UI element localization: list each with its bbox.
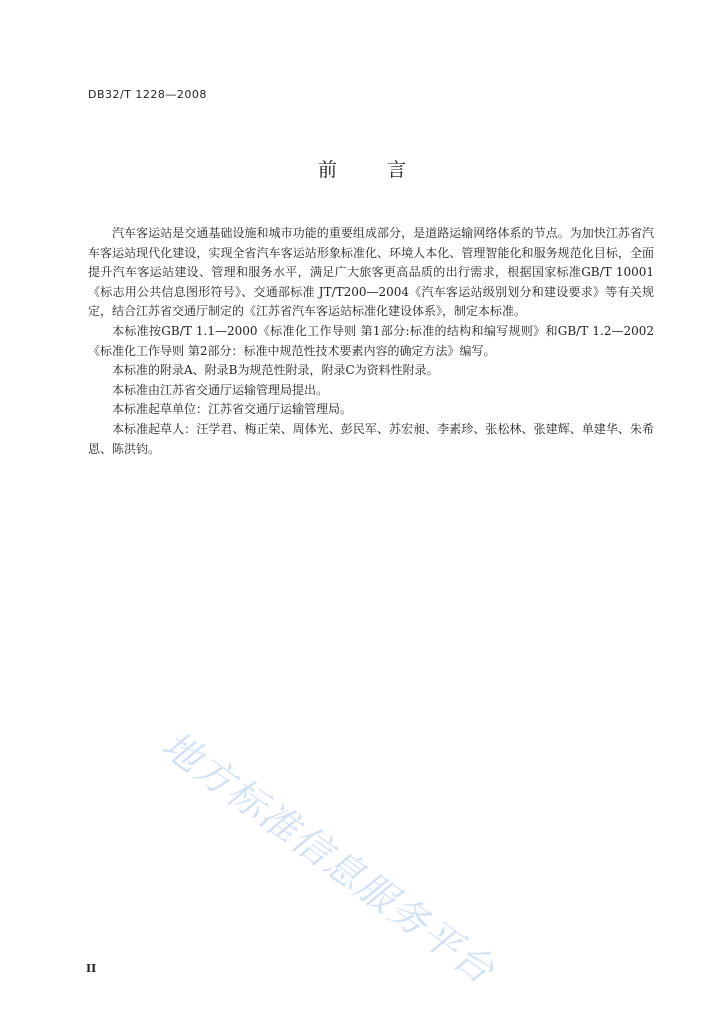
paragraph-appendix: 本标准的附录A、附录B为规范性附录，附录C为资料性附录。 <box>112 363 439 378</box>
document-code: DB32/T 1228—2008 <box>88 88 207 101</box>
watermark: 地方标准信息服务平台 <box>153 722 504 994</box>
page-number: II <box>86 962 97 975</box>
foreword-body <box>88 224 654 459</box>
paragraph-drafters: 本标准起草人：汪学君、梅正荣、周体光、彭民军、苏宏昶、李素珍、张松林、张建辉、单建华、朱希恩、陈洪钧。 <box>88 421 654 456</box>
paragraph-drafting-unit: 本标准起草单位：江苏省交通厅运输管理局。 <box>112 402 353 417</box>
paragraph-intro: 汽车客运站是交通基础设施和城市功能的重要组成部分，是道路运输网络体系的节点。为加快江苏省汽车客运站现代化建设，实现全省汽车客运站形象标准化、环境人本化、管理智能化和服务规范化目标，全面提升汽车客运站建设、管理和服务水平，满足广大旅客更高品质的出行需求，根据国家标准GB/T 10001《标志用公共信息图形符号》、交通部标准 JT/T200—2004《汽车客运站级别划分和建设要求》等有关规定，结合江苏省交通厅制定的《江苏省汽车客运站标准化建设体系》，制定本标准。 <box>88 226 654 319</box>
paragraph-drafting-rules: 本标准按GB/T 1.1—2000《标准化工作导则 第1部分:标准的结构和编写规则》和GB/T 1.2—2002《标准化工作导则 第2部分：标准中规范性技术要素内容的确定方法》编写。 <box>88 323 654 358</box>
paragraph-proposer: 本标准由江苏省交通厅运输管理局提出。 <box>112 382 329 397</box>
page-title: 前 言 <box>317 159 429 181</box>
